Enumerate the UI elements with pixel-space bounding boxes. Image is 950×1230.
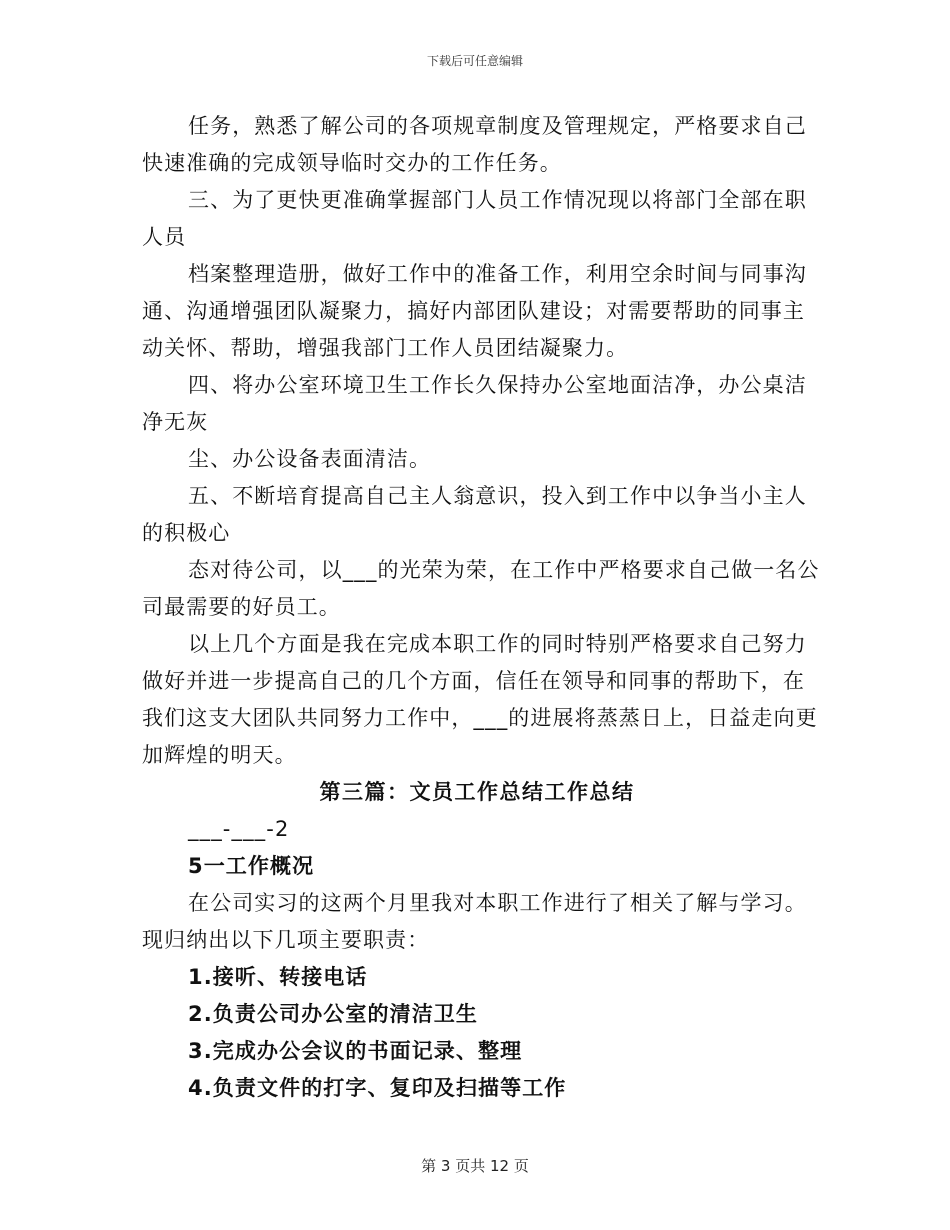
paragraph-line: 我们这支大团队共同努力工作中，___的进展将蒸蒸日上，日益走向更: [142, 706, 818, 730]
list-item: 1.接听、转接电话: [188, 965, 368, 989]
paragraph-line: 快速准确的完成领导临时交办的工作任务。: [142, 151, 562, 175]
section-title: 第三篇：文员工作总结工作总结: [319, 780, 635, 804]
paragraph-line: 做好并进一步提高自己的几个方面，信任在领导和同事的帮助下，在: [142, 669, 805, 693]
paragraph-line: 在公司实习的这两个月里我对本职工作进行了相关了解与学习。: [188, 891, 807, 915]
list-item: 3.完成办公会议的书面记录、整理: [188, 1039, 523, 1063]
paragraph-line: 尘、办公设备表面清洁。: [188, 447, 432, 471]
paragraph-line: 任务，熟悉了解公司的各项规章制度及管理规定，严格要求自己: [188, 114, 807, 138]
paragraph-line: 四、将办公室环境卫生工作长久保持办公室地面洁净，办公桌洁: [188, 373, 807, 397]
paragraph-line: 三、为了更快更准确掌握部门人员工作情况现以将部门全部在职: [188, 188, 807, 212]
date-line: ___-___-2: [188, 817, 290, 841]
paragraph-line: 档案整理造册，做好工作中的准备工作，利用空余时间与同事沟: [188, 262, 807, 286]
paragraph-line: 态对待公司，以___的光荣为荣，在工作中严格要求自己做一名公: [188, 558, 820, 582]
paragraph-line: 加辉煌的明天。: [142, 743, 297, 767]
paragraph-line: 通、沟通增强团队凝聚力，搞好内部团队建设；对需要帮助的同事主: [142, 299, 805, 323]
paragraph-line: 五、不断培育提高自己主人翁意识，投入到工作中以争当小主人: [188, 484, 807, 508]
paragraph-line: 的积极心: [142, 521, 231, 545]
paragraph-line: 动关怀、帮助，增强我部门工作人员团结凝聚力。: [142, 336, 629, 360]
paragraph-line: 现归纳出以下几项主要职责：: [142, 928, 430, 952]
paragraph-line: 人员: [142, 225, 187, 249]
list-item: 4.负责文件的打字、复印及扫描等工作: [188, 1076, 567, 1100]
list-item: 2.负责公司办公室的清洁卫生: [188, 1002, 478, 1026]
page-footer: 第 3 页共 12 页: [421, 1157, 529, 1175]
paragraph-line: 净无灰: [142, 410, 209, 434]
paragraph-line: 司最需要的好员工。: [142, 595, 341, 619]
page-header: 下载后可任意编辑: [426, 54, 523, 68]
paragraph-line: 以上几个方面是我在完成本职工作的同时特别严格要求自己努力: [188, 632, 807, 656]
document-body: [142, 108, 820, 1107]
subheading: 5一工作概况: [188, 854, 315, 878]
